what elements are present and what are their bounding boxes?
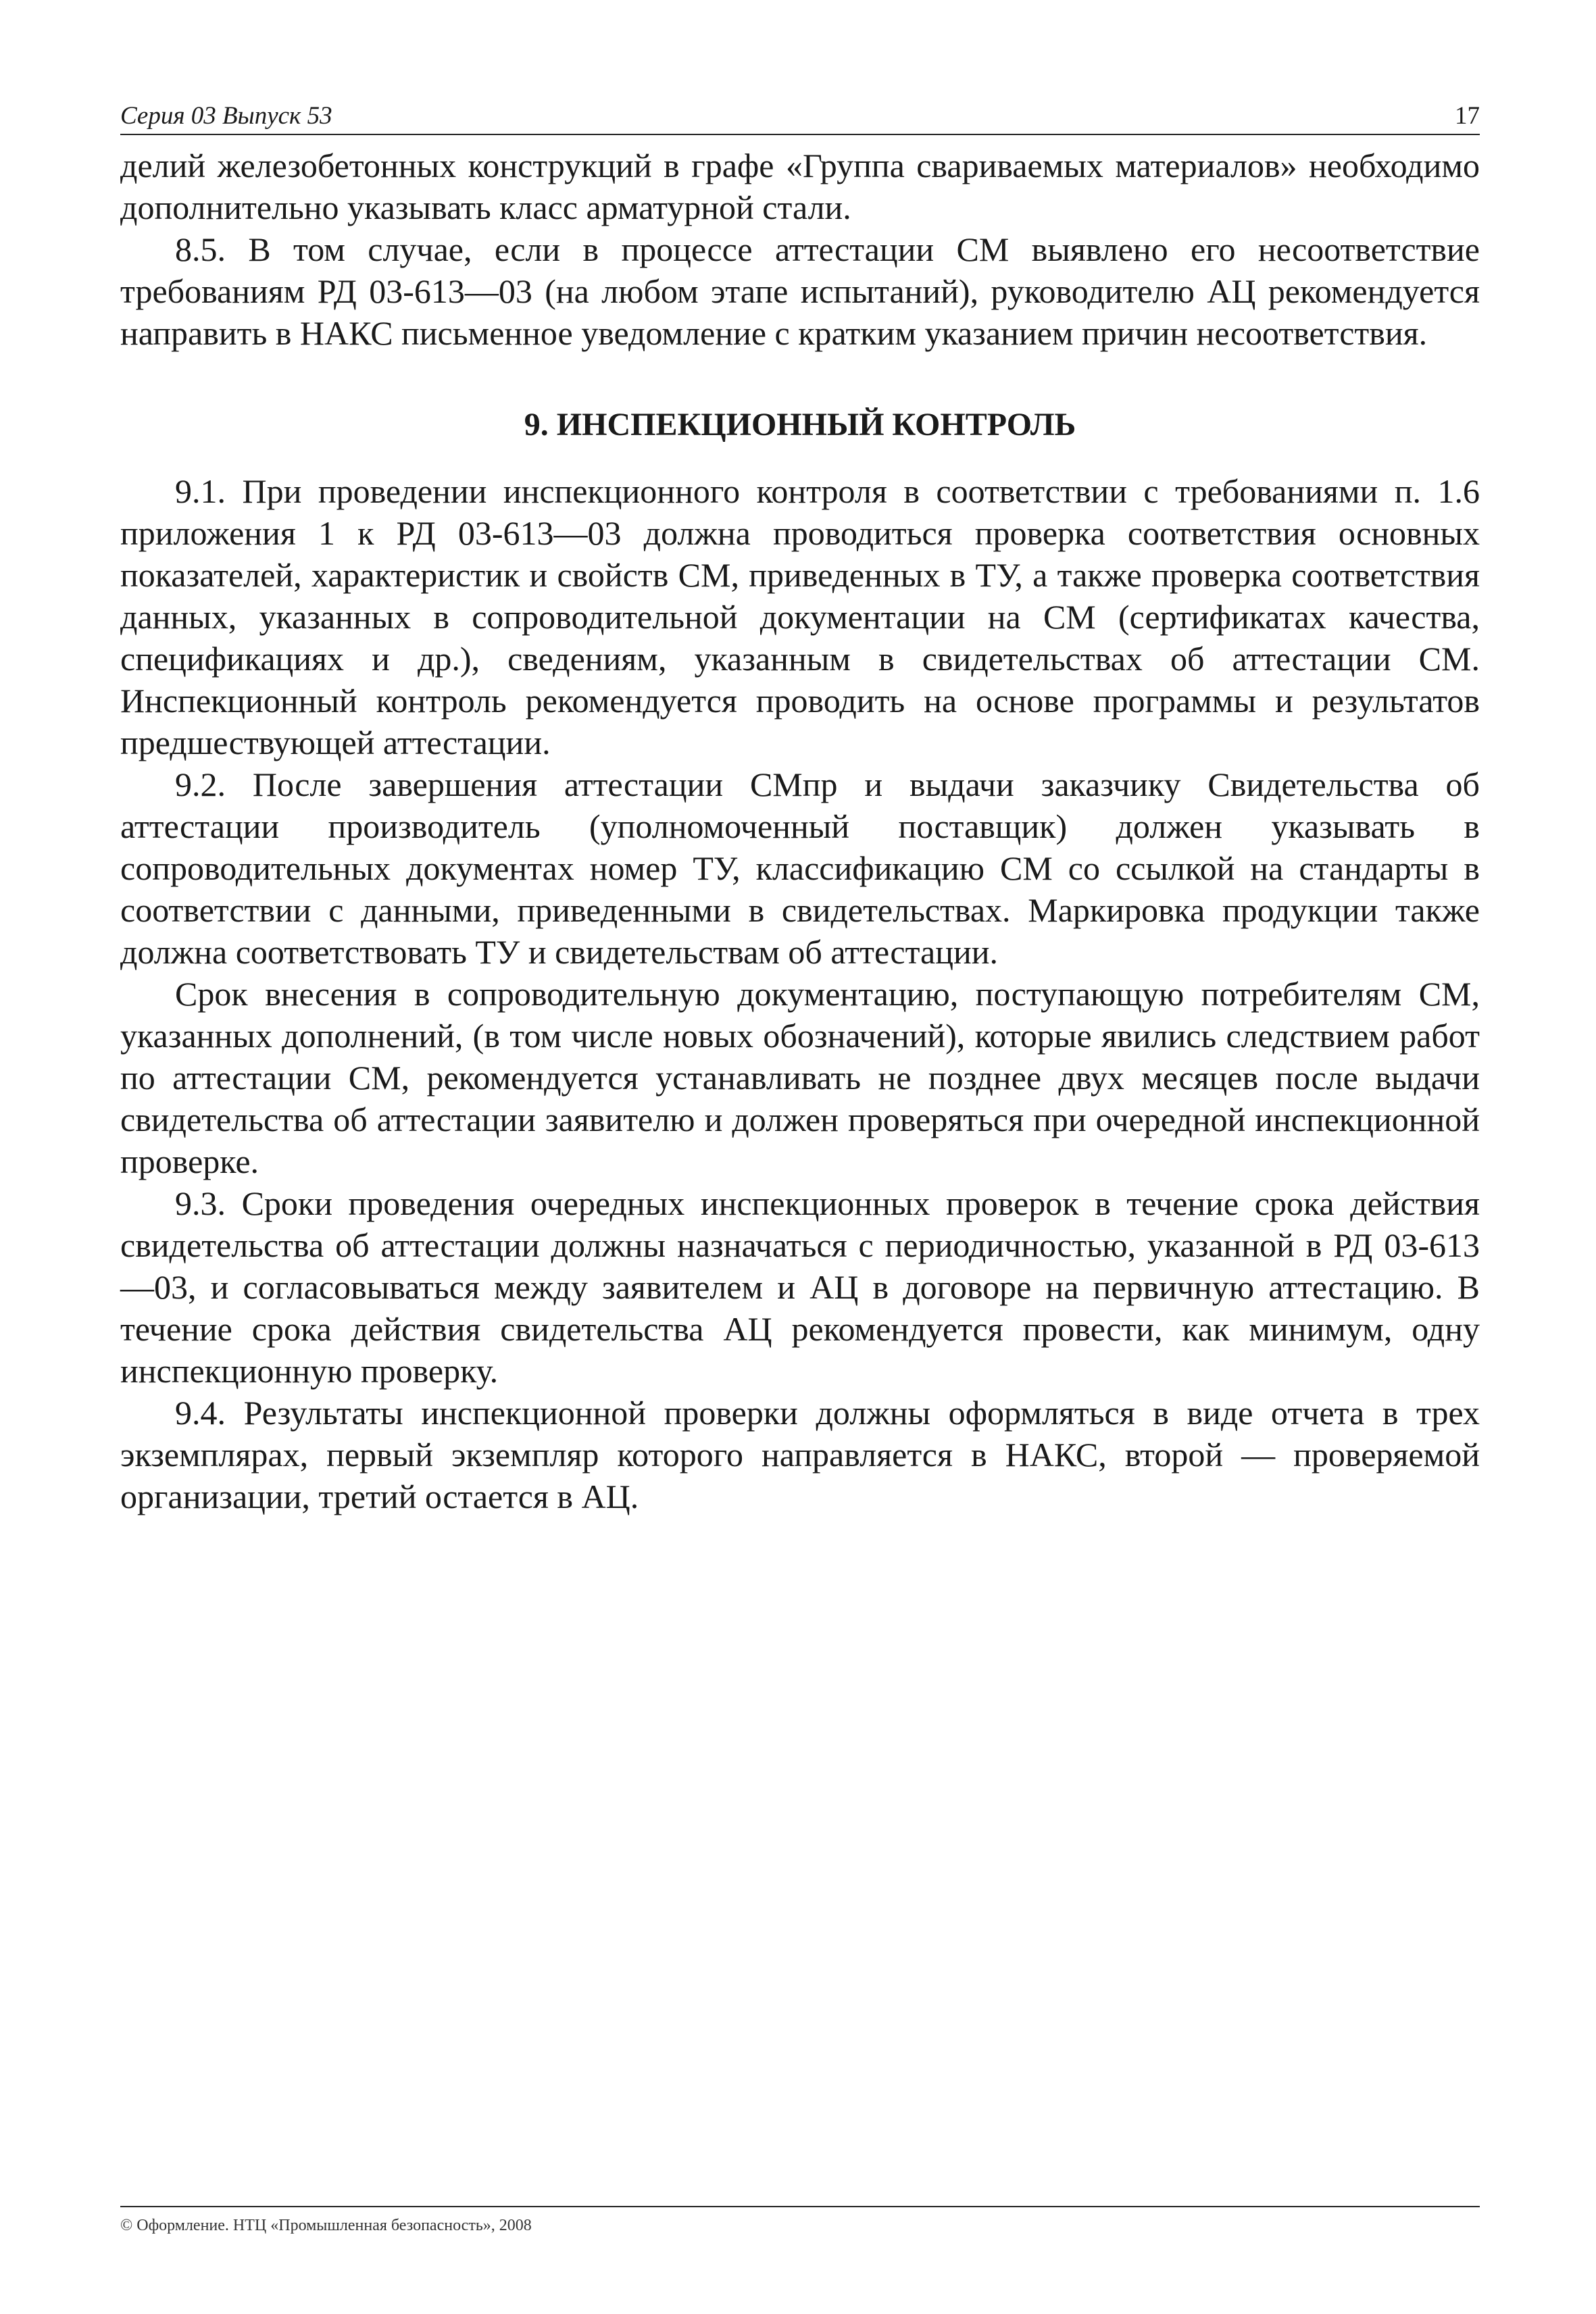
series-label: Серия 03 Выпуск 53 xyxy=(120,102,332,130)
paragraph-9-4: 9.4. Результаты инспекционной проверки должны оформляться в виде отчета в трех экземплярах, первый экземпляр которого направляется в НАКС, второй — проверяемой организации, третий остается в АЦ. xyxy=(120,1394,1480,1515)
document-body xyxy=(120,145,1480,1517)
copyright-notice: © Оформление. НТЦ «Промышленная безопасность», 2008 xyxy=(120,2217,532,2234)
paragraph-9-2-deadline: Срок внесения в сопроводительную документацию, поступающую потребителям СМ, указанных дополнений, (в том числе новых обозначений), которые явились следствием работ по аттестации СМ, рекомендуется устанавливать не позднее двух месяцев после выдачи свидетельства об аттестации заявителю и должен проверяться при очередной инспекционной проверке. xyxy=(120,975,1480,1180)
running-header xyxy=(120,101,1480,135)
paragraph-9-3: 9.3. Сроки проведения очередных инспекционных проверок в течение срока действия свидетельства об аттестации должны назначаться с периодичностью, указанной в РД 03-613—03, и согласовываться между заявителем и АЦ в договоре на первичную аттестацию. В течение срока действия свидетельства АЦ рекомендуется провести, как минимум, одну инспекционную проверку. xyxy=(120,1184,1480,1390)
section-9-heading: 9. ИНСПЕКЦИОННЫЙ КОНТРОЛЬ xyxy=(524,407,1076,443)
paragraph-continuation: делий железобетонных конструкций в графе «Группа свариваемых материалов» необходимо дополнительно указывать класс арматурной стали. xyxy=(120,147,1480,226)
paragraph-8-5: 8.5. В том случае, если в процессе аттестации СМ выявлено его несоответствие требованиям РД 03-613—03 (на любом этапе испытаний), руководителю АЦ рекомендуется направить в НАКС письменное уведомление с кратким указанием причин несоответствия. xyxy=(120,230,1480,352)
page-number: 17 xyxy=(1455,102,1480,130)
document-page xyxy=(120,101,1480,1517)
paragraph-9-1: 9.1. При проведении инспекционного контроля в соответствии с требованиями п. 1.6 приложения 1 к РД 03-613—03 должна проводиться проверка соответствия основных показателей, характеристик и свойств СМ, приведенных в ТУ, а также проверка соответствия данных, указанных в сопроводительной документации на СМ (сертификатах качества, спецификациях и др.), сведениям, указанным в свидетельствах об аттестации СМ. Инспекционный контроль рекомендуется проводить на основе программы и результатов предшествующей аттестации. xyxy=(120,472,1480,761)
paragraph-9-2: 9.2. После завершения аттестации СМпр и выдачи заказчику Свидетельства об аттестации производитель (уполномоченный поставщик) должен указывать в сопроводительных документах номер ТУ, классификацию СМ со ссылкой на стандарты в соответствии с данными, приведенными в свидетельствах. Маркировка продукции также должна соответствовать ТУ и свидетельствам об аттестации. xyxy=(120,765,1480,971)
page-footer xyxy=(120,2206,1480,2236)
